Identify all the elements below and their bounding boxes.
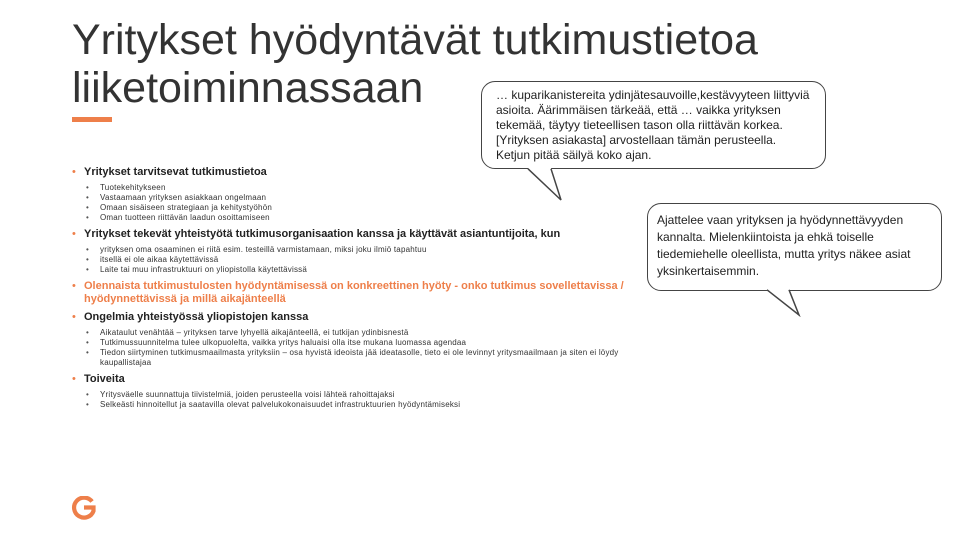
sub-bullet-item: • Aikataulut venähtää – yrityksen tarve lyhyellä aikajänteellä, ei tutkijan ydinbisnestä xyxy=(72,328,662,338)
bubble-text-line: [Yrityksen asiakasta] arvostellaan tämän perusteella. xyxy=(496,133,777,147)
section-heading: • Olennaista tutkimustulosten hyödyntämisessä on konkreettinen hyöty - onko tutkimus sovellettavissa / hyödynnettävissä ja millä aikajänteellä xyxy=(72,280,662,306)
bubble-text-line: tiedemiehelle oleellista, mutta yritys näkee asiat xyxy=(657,247,911,261)
sub-bullet-item: • Oman tuotteen riittävän laadun osoittamiseen xyxy=(72,213,662,223)
sub-bullet-item: • Vastaamaan yrityksen asiakkaan ongelmaan xyxy=(72,193,662,203)
section-heading: • Yritykset tarvitsevat tutkimustietoa xyxy=(72,166,662,179)
sub-bullet-item: • Selkeästi hinnoitellut ja saatavilla olevat palvelukokonaisuudet infrastruktuurien hyödyntämiseksi xyxy=(72,400,662,410)
sub-bullet-item: • Omaan sisäiseen strategiaan ja kehitystyöhön xyxy=(72,203,662,213)
sub-bullet-item: • Tutkimussuunnitelma tulee ulkopuolelta, vaikka yritys haluaisi olla itse mukana luomassa agendaa xyxy=(72,338,662,348)
bullet-content xyxy=(72,166,662,410)
sub-bullet-item: • Yritysväelle suunnattuja tiivistelmiä, joiden perusteella voisi lähteä rahoittajaksi xyxy=(72,390,662,400)
bubble-text-line: Ketjun pitää säilyä koko ajan. xyxy=(496,148,652,162)
g-logo-icon xyxy=(70,496,98,520)
section-sub-list xyxy=(72,245,662,275)
section-sub-list xyxy=(72,328,662,368)
title-accent-bar xyxy=(72,117,112,122)
bubble-text-line: kannalta. Mielenkiintoista ja ehkä toiselle xyxy=(657,230,874,244)
sub-bullet-item: • Laite tai muu infrastruktuuri on yliopistolla käytettävissä xyxy=(72,265,662,275)
bubble-text-line: yksinkertaisemmin. xyxy=(657,264,760,278)
sub-bullet-item: • itsellä ei ole aikaa käytettävissä xyxy=(72,255,662,265)
bubble-text-line: … kuparikanistereita ydinjätesauvoille,kestävyyteen liittyviä xyxy=(496,88,810,102)
title-line-2: liiketoiminnassaan xyxy=(72,64,424,112)
speech-bubble-right xyxy=(647,203,942,291)
speech-bubble-right-tail xyxy=(765,289,801,317)
section-heading: • Ongelmia yhteistyössä yliopistojen kanssa xyxy=(72,311,662,324)
sub-bullet-item: • Tuotekehitykseen xyxy=(72,183,662,193)
sub-bullet-item: • Tiedon siirtyminen tutkimusmaailmasta yrityksiin – osa hyvistä ideoista jää ideatasolle, tieto ei ole levinnyt yritysmaailmaan ja siten ei löydy kaupallistajaa xyxy=(72,348,662,368)
speech-bubble-top xyxy=(481,81,826,169)
bubble-text-line: Ajattelee vaan yrityksen ja hyödynnettävyyden xyxy=(657,213,904,227)
speech-bubble-top-tail xyxy=(525,168,565,202)
bubble-text-line: asioita. Äärimmäisen tärkeää, että … vaikka yrityksen xyxy=(496,103,781,117)
sub-bullet-item: • yrityksen oma osaaminen ei riitä esim. testeillä varmistamaan, miksi joku ilmiö tapahtuu xyxy=(72,245,662,255)
section-sub-list xyxy=(72,183,662,223)
section-heading: • Toiveita xyxy=(72,373,662,386)
title-line-1: Yritykset hyödyntävät tutkimustietoa xyxy=(72,16,758,64)
bubble-text-line: tekemää, täytyy tieteellisen tason olla riittävän korkea. xyxy=(496,118,783,132)
section-sub-list xyxy=(72,390,662,410)
section-heading: • Yritykset tekevät yhteistyötä tutkimusorganisaation kanssa ja käyttävät asiantuntijoita, kun xyxy=(72,228,662,241)
